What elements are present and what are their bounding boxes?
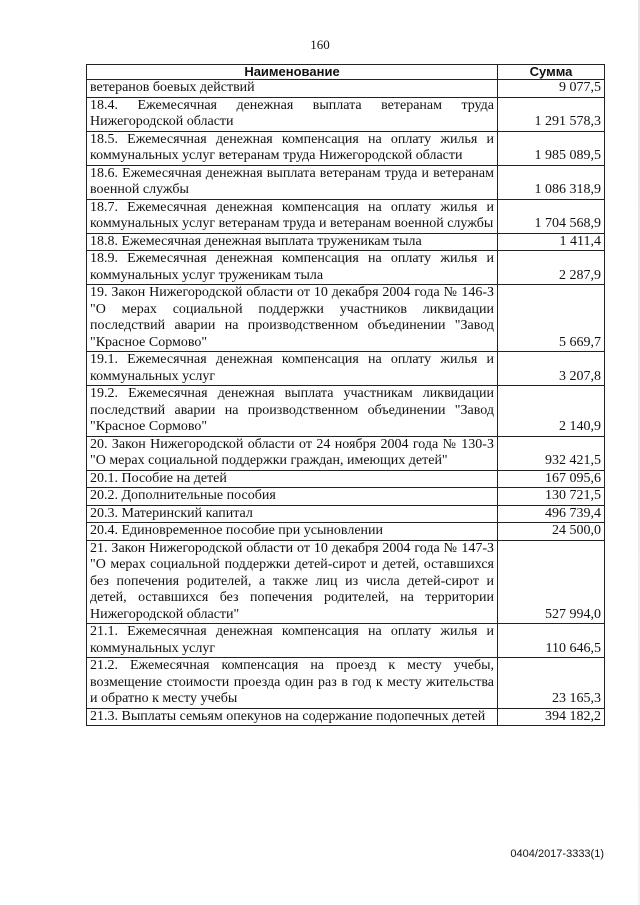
row-name: 21.3. Выплаты семьям опекунов на содержание подопечных детей [87,708,498,726]
table-row [87,199,605,233]
row-sum: 1 291 578,3 [498,97,605,131]
table-row [87,97,605,131]
row-name: 21.2. Ежемесячная компенсация на проезд к месту учебы, возмещение стоимости проезда один раз в год к месту жительства и обратно к месту учебы [87,658,498,709]
table-row [87,540,605,624]
table-row [87,708,605,726]
row-name: 18.6. Ежемесячная денежная выплата ветеранам труда и ветеранам военной службы [87,165,498,199]
table-row [87,285,605,352]
table-row [87,470,605,488]
row-name: 19. Закон Нижегородской области от 10 декабря 2004 года № 146-З "О мерах социальной поддержки участников ликвидации последствий аварии на производственном объединении "Завод "Красное Сормово" [87,285,498,352]
document-code: 0404/2017-3333(1) [510,848,604,860]
budget-table [86,64,605,726]
row-sum: 167 095,6 [498,470,605,488]
row-sum: 110 646,5 [498,624,605,658]
table-row [87,233,605,251]
row-name: 21. Закон Нижегородской области от 10 декабря 2004 года № 147-З "О мерах социальной поддержки детей-сирот и детей, оставшихся без попечения родителей, а также лиц из числа детей-сирот и детей, оставшихся без попечения родителей, на территории Нижегородской области" [87,540,498,624]
row-sum: 23 165,3 [498,658,605,709]
page-number: 160 [310,37,330,52]
row-name: 21.1. Ежемесячная денежная компенсация на оплату жилья и коммунальных услуг [87,624,498,658]
table-row [87,251,605,285]
table-row [87,80,605,98]
row-sum: 527 994,0 [498,540,605,624]
table-row [87,658,605,709]
row-sum: 394 182,2 [498,708,605,726]
row-name: 18.8. Ежемесячная денежная выплата труженикам тыла [87,233,498,251]
table-row [87,488,605,506]
row-sum: 932 421,5 [498,436,605,470]
table-header-row [87,65,605,80]
table-row [87,165,605,199]
table-row [87,505,605,523]
row-name: 20.3. Материнский капитал [87,505,498,523]
row-name: 19.1. Ежемесячная денежная компенсация на оплату жилья и коммунальных услуг [87,352,498,386]
row-name: ветеранов боевых действий [87,80,498,98]
row-sum: 2 287,9 [498,251,605,285]
table-row [87,624,605,658]
row-sum: 5 669,7 [498,285,605,352]
table-row [87,436,605,470]
row-sum: 3 207,8 [498,352,605,386]
row-sum: 1 985 089,5 [498,131,605,165]
table-row [87,131,605,165]
table-row [87,386,605,437]
row-sum: 1 086 318,9 [498,165,605,199]
row-sum: 496 739,4 [498,505,605,523]
row-name: 18.5. Ежемесячная денежная компенсация на оплату жилья и коммунальных услуг ветеранам труда Нижегородской области [87,131,498,165]
row-sum: 1 704 568,9 [498,199,605,233]
table-row [87,352,605,386]
row-name: 20.1. Пособие на детей [87,470,498,488]
row-sum: 130 721,5 [498,488,605,506]
row-sum: 2 140,9 [498,386,605,437]
table-row [87,523,605,541]
header-sum: Сумма [498,65,605,80]
row-name: 18.9. Ежемесячная денежная компенсация на оплату жилья и коммунальных услуг труженикам тыла [87,251,498,285]
row-name: 18.7. Ежемесячная денежная компенсация на оплату жилья и коммунальных услуг ветеранам труда и ветеранам военной службы [87,199,498,233]
row-name: 20. Закон Нижегородской области от 24 ноября 2004 года № 130-З "О мерах социальной поддержки граждан, имеющих детей" [87,436,498,470]
row-sum: 9 077,5 [498,80,605,98]
row-name: 20.2. Дополнительные пособия [87,488,498,506]
row-name: 19.2. Ежемесячная денежная выплата участникам ликвидации последствий аварии на производственном объединении "Завод "Красное Сормово" [87,386,498,437]
row-sum: 1 411,4 [498,233,605,251]
row-name: 20.4. Единовременное пособие при усыновлении [87,523,498,541]
row-sum: 24 500,0 [498,523,605,541]
header-name: Наименование [87,65,498,80]
row-name: 18.4. Ежемесячная денежная выплата ветеранам труда Нижегородской области [87,97,498,131]
